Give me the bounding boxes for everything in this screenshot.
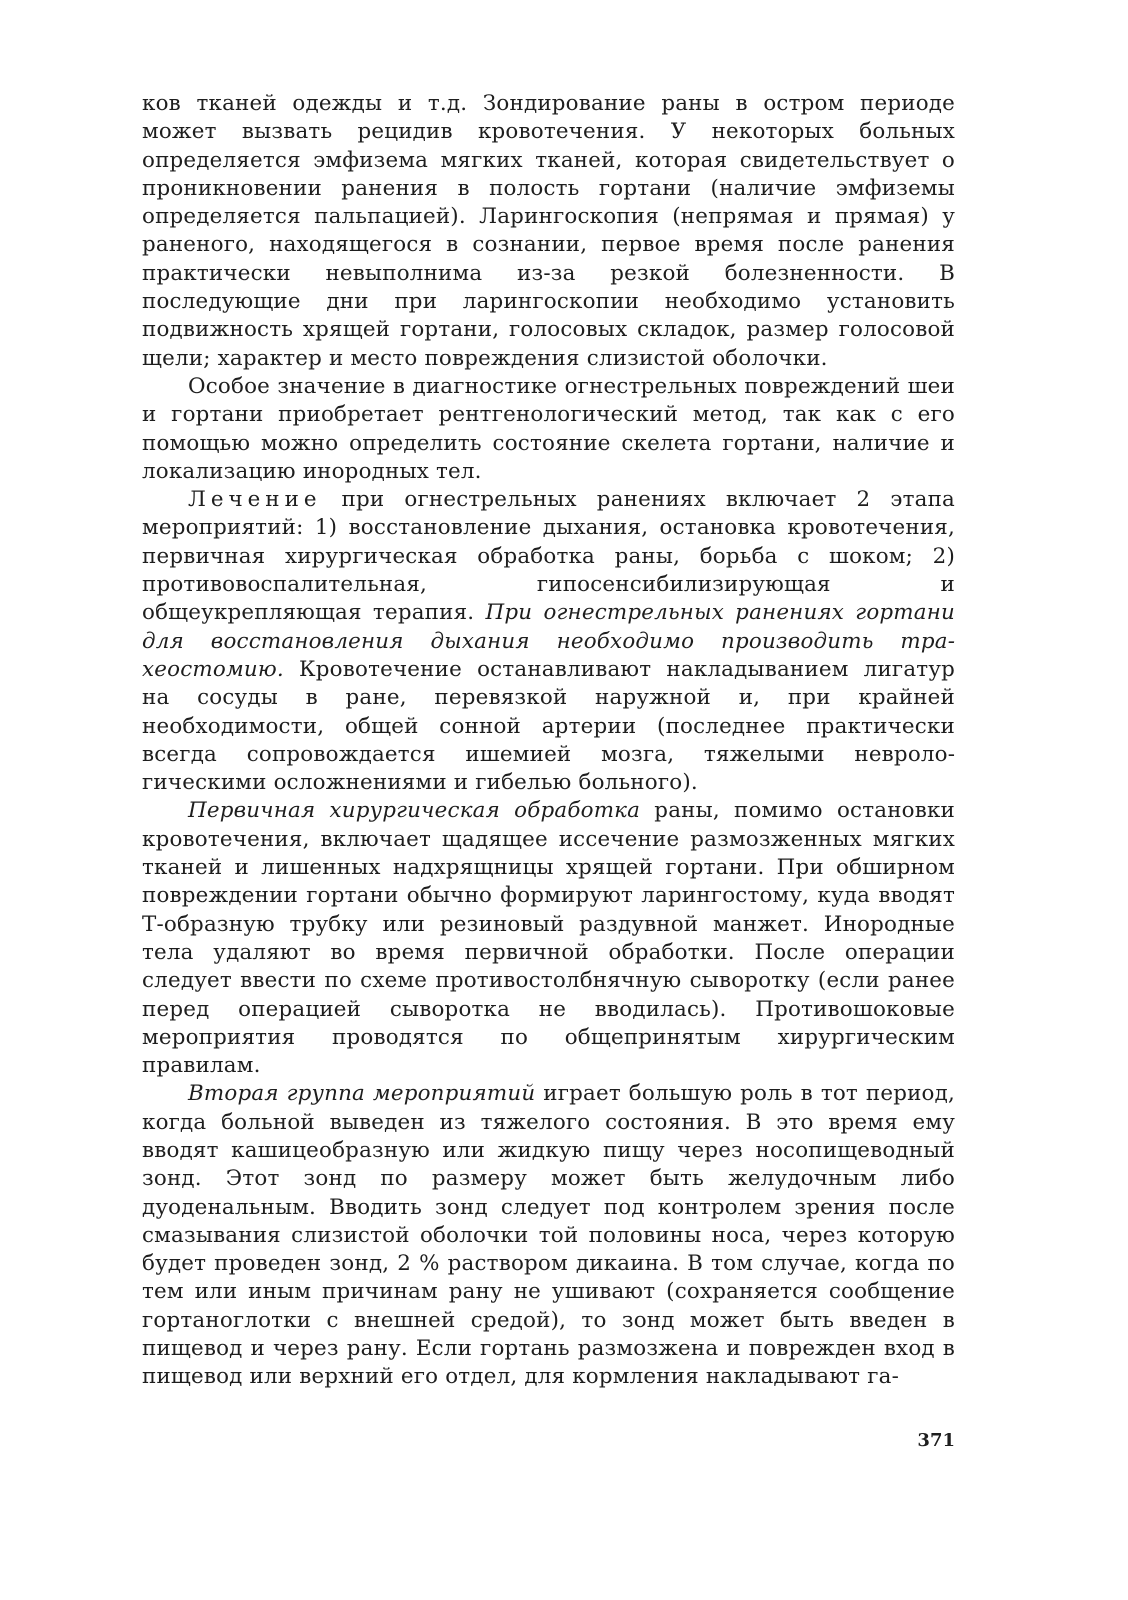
page-body	[142, 90, 955, 1392]
paragraph-5	[142, 1080, 955, 1391]
italic-span: Вторая группа мероприятий	[188, 1081, 536, 1107]
text-span: при огнестрельных ранениях включает 2 этапа мероприятий: 1) восстановление дыхания, остановка кровотечения, первичная хирургическая обработка раны, борьба с шоком; 2) противовоспалительная, гипосенсибилизирующая и общеукрепляющая терапия.	[142, 487, 955, 626]
page-number: 371	[917, 1430, 955, 1451]
text-span: ков тканей одежды и т.д. Зондирование раны в остром периоде может вызвать рецидив кровотечения. У некоторых больных определяется эмфизема мягких тканей, которая свидетельствует о проникновении ранения в полость гортани (наличие эмфиземы определяется пальпацией). Ларингоскопия (непрямая и прямая) у раненого, находящегося в сознании, первое время после ранения практически невыполнима из-за резкой болезненности. В последующие дни при ларингоскопии необходимо установить подвижность хрящей гортани, голосовых складок, размер голосовой щели; характер и место повреждения слизистой оболочки.	[142, 91, 955, 371]
italic-span: Первичная хирургическая обработка	[188, 798, 641, 824]
paragraph-1	[142, 90, 955, 373]
text-span: Особое значение в диагностике огнестрельных повреждений шеи и гортани приобретает рентгенологический метод, так как с его помощью можно определить состояние скелета гортани, наличие и локализацию инородных тел.	[142, 373, 955, 484]
spaced-term-treatment: Лечение	[188, 487, 322, 513]
paragraph-4	[142, 797, 955, 1080]
paragraph-2	[142, 373, 955, 486]
text-span: играет большую роль в тот период, когда больной выведен из тяжелого состояния. В это время ему вводят кашицеобразную или жидкую пищу через носопищеводный зонд. Этот зонд по размеру может быть желудочным либо дуоденальным. Вводить зонд следует под контролем зрения после смазывания слизистой оболочки той половины носа, через которую будет проведен зонд, 2 % раствором дикаина. В том случае, когда по тем или иным причинам рану не ушивают (сохраняется сообщение гортаноглотки с внешней средой), то зонд может быть введен в пищевод и через рану. Если гортань размозжена и поврежден вход в пищевод или верхний его отдел, для кормления накладывают га-	[142, 1081, 955, 1390]
text-span: Кровотечение останавливают накладыванием лигатур на сосуды в ране, перевязкой наружной и, при крайней необходимости, общей сонной артерии (последнее практически всегда сопровождается ишемией мозга, тяжелыми неврологическими осложнениями и гибелью больного).	[142, 656, 955, 796]
text-span: раны, помимо остановки кровотечения, включает щадящее иссечение размозженных мягких тканей и лишенных надхрящницы хрящей гортани. При обширном повреждении гортани обычно формируют ларингостому, куда вводят Т-образную трубку или резиновый раздувной манжет. Инородные тела удаляют во время первичной обработки. После операции следует ввести по схеме противостолбнячную сыворотку (если ранее перед операцией сыворотка не вводилась). Противошоковые мероприятия проводятся по общепринятым хирургическим правилам.	[142, 798, 955, 1079]
italic-span: При огнестрельных ранениях гортани для восстановления дыхания необходимо производить трахеостомию.	[142, 600, 955, 682]
paragraph-3	[142, 486, 955, 797]
